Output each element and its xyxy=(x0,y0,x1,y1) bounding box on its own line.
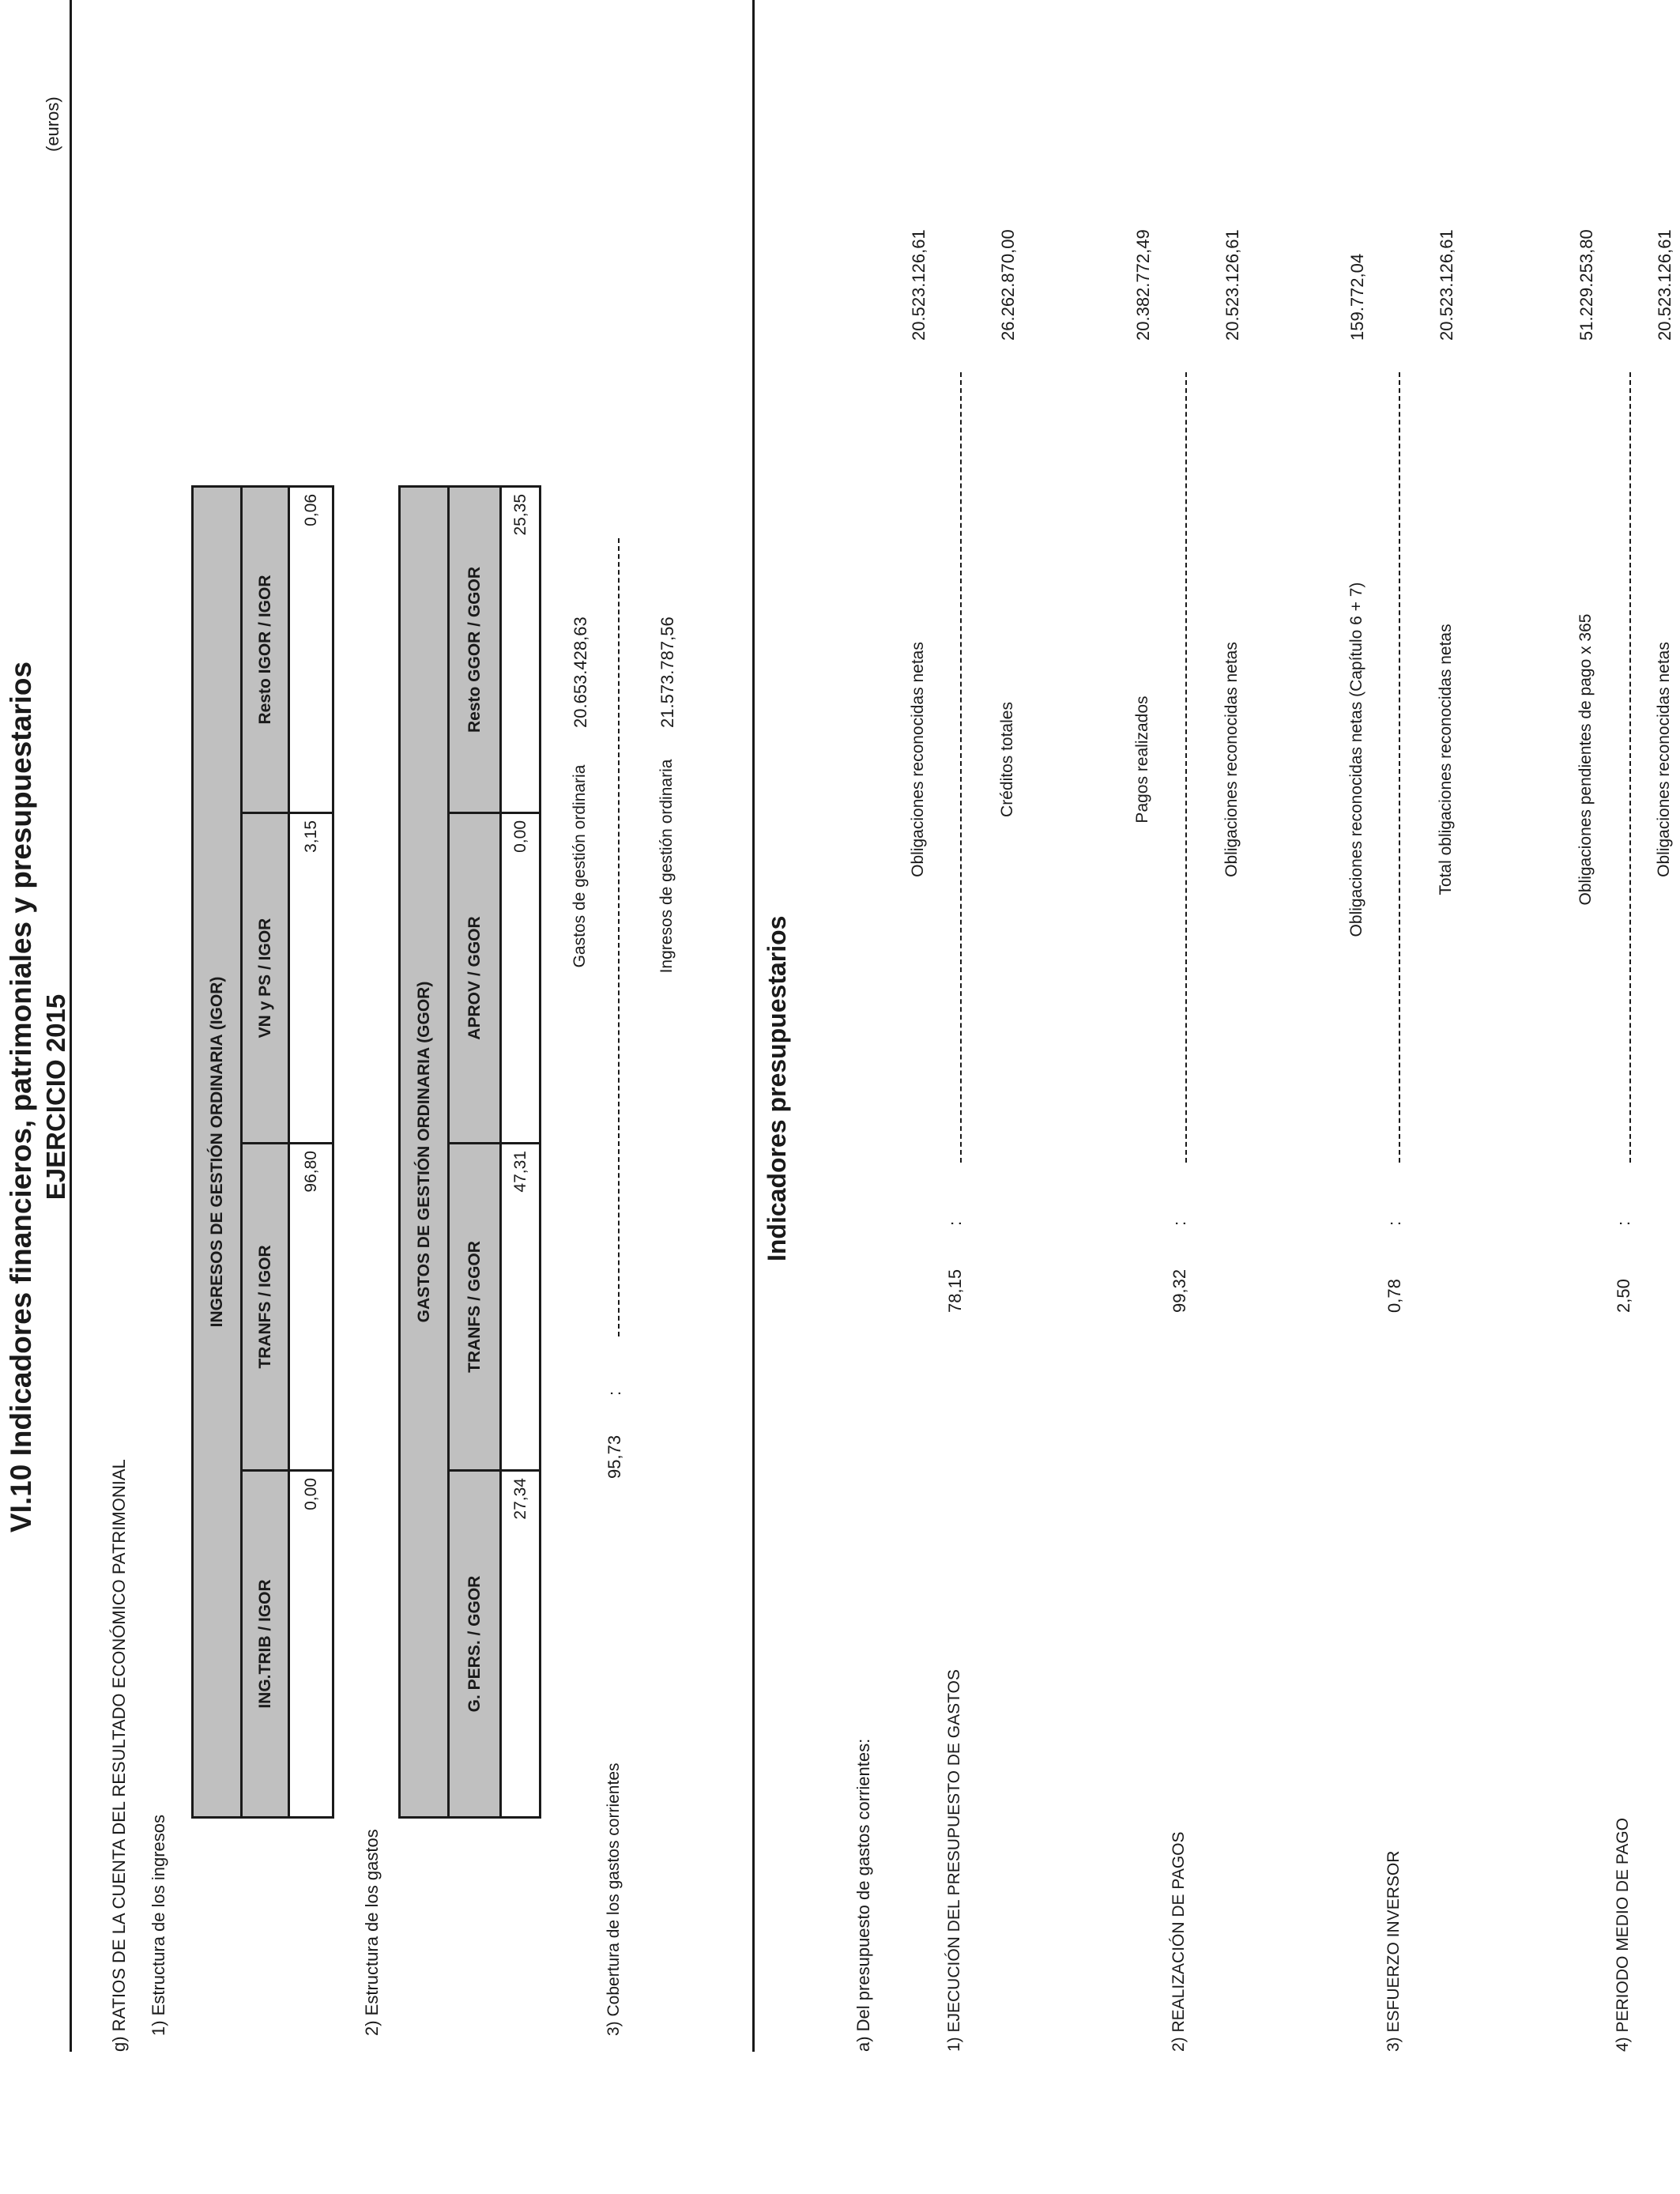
gastos-group-header: GASTOS DE GESTIÓN ORDINARIA (GGOR) xyxy=(400,486,449,1817)
indicator-label: 4) PERIODO MEDIO DE PAGO xyxy=(1614,1818,1632,2052)
ingresos-value: 96,80 xyxy=(289,1144,333,1471)
presupuestarios-title: Indicadores presupuestarios xyxy=(763,915,791,1261)
indicator-colon: : xyxy=(1614,1220,1633,1226)
indicator-numerator-value: 159.772,04 xyxy=(1347,253,1367,341)
cobertura-numerator-value: 20.653.428,63 xyxy=(571,616,590,728)
cobertura-denominator-value: 21.573.787,56 xyxy=(657,616,677,728)
gastos-col-header: TRANFS / GGOR xyxy=(449,1144,501,1471)
ingresos-value: 0,00 xyxy=(289,1471,333,1818)
indicator-label: 3) ESFUERZO INVERSOR xyxy=(1384,1850,1403,2052)
cobertura-numerator-label: Gastos de gestión ordinaria xyxy=(571,764,589,968)
ingresos-structure-label: 1) Estructura de los ingresos xyxy=(149,1814,168,2036)
indicator-numerator-value: 20.382.772,49 xyxy=(1133,229,1153,341)
indicator-numerator-value: 20.523.126,61 xyxy=(909,229,929,341)
gastos-col-header: APROV / GGOR xyxy=(449,813,501,1144)
indicator-label: 2) REALIZACIÓN DE PAGOS xyxy=(1170,1831,1188,2052)
middle-divider xyxy=(752,0,755,2052)
section-g-title: g) RATIOS DE LA CUENTA DEL RESULTADO ECONÓMICO PATRIMONIAL xyxy=(109,1459,129,2052)
currency-note: (euros) xyxy=(43,96,62,152)
ingresos-col-header: ING.TRIB / IGOR xyxy=(242,1471,289,1818)
indicator-denominator-value: 20.523.126,61 xyxy=(1655,229,1674,341)
ingresos-value: 3,15 xyxy=(289,813,333,1144)
indicator-fraction-line xyxy=(1629,372,1631,1163)
indicator-denominator-label: Obligaciones reconocidas netas xyxy=(1222,642,1241,877)
indicator-value: 78,15 xyxy=(945,1269,965,1313)
indicator-value: 99,32 xyxy=(1170,1269,1189,1313)
ingresos-col-header: TRANFS / IGOR xyxy=(242,1144,289,1471)
indicator-denominator-label: Total obligaciones reconocidas netas xyxy=(1437,624,1455,895)
indicator-colon: : xyxy=(945,1220,965,1226)
indicator-colon: : xyxy=(1170,1220,1189,1226)
page-subtitle: EJERCICIO 2015 xyxy=(41,993,70,1201)
indicator-denominator-value: 20.523.126,61 xyxy=(1222,229,1242,341)
ingresos-group-header: INGRESOS DE GESTIÓN ORDINARIA (IGOR) xyxy=(193,487,242,1818)
gastos-structure-label: 2) Estructura de los gastos xyxy=(362,1829,382,2036)
ingresos-table xyxy=(191,485,334,1819)
gastos-value: 47,31 xyxy=(501,1144,541,1471)
indicator-denominator-label: Obligaciones reconocidas netas xyxy=(1655,642,1673,877)
cobertura-label: 3) Cobertura de los gastos corrientes xyxy=(605,1762,623,2036)
ingresos-col-header: Resto IGOR / IGOR xyxy=(242,487,289,813)
gastos-table xyxy=(398,485,541,1819)
ingresos-value: 0,06 xyxy=(289,487,333,813)
ingresos-col-header: VN y PS / IGOR xyxy=(242,813,289,1144)
indicator-denominator-label: Créditos totales xyxy=(998,702,1016,817)
indicator-denominator-value: 20.523.126,61 xyxy=(1437,229,1456,341)
cobertura-colon: : xyxy=(605,1390,624,1396)
indicator-colon: : xyxy=(1384,1220,1404,1226)
top-divider xyxy=(70,0,72,2052)
indicator-value: 2,50 xyxy=(1614,1279,1633,1313)
indicator-denominator-value: 26.262.870,00 xyxy=(998,229,1018,341)
indicator-numerator-label: Obligaciones reconocidas netas xyxy=(909,642,927,877)
indicator-numerator-label: Pagos realizados xyxy=(1133,696,1151,824)
indicator-fraction-line xyxy=(960,372,962,1163)
indicator-numerator-value: 51.229.253,80 xyxy=(1576,229,1596,341)
indicator-numerator-label: Obligaciones pendientes de pago x 365 xyxy=(1576,613,1595,906)
cobertura-denominator-label: Ingresos de gestión ordinaria xyxy=(657,759,676,974)
gastos-value: 25,35 xyxy=(501,486,541,812)
indicator-fraction-line xyxy=(1399,372,1400,1163)
indicator-fraction-line xyxy=(1185,372,1187,1163)
gastos-col-header: Resto GGOR / GGOR xyxy=(449,486,501,812)
gastos-col-header: G. PERS. / GGOR xyxy=(449,1471,501,1818)
gastos-value: 27,34 xyxy=(501,1471,541,1818)
cobertura-fraction-line xyxy=(618,538,620,1336)
gastos-value: 0,00 xyxy=(501,813,541,1144)
presupuestarios-subsection: a) Del presupuesto de gastos corrientes: xyxy=(853,1738,873,2052)
indicator-numerator-label: Obligaciones reconocidas netas (Capítulo 6 + 7) xyxy=(1347,582,1365,937)
page-title: VI.10 Indicadores financieros, patrimoniales y presupuestarios xyxy=(5,661,37,1533)
indicator-value: 0,78 xyxy=(1384,1279,1404,1313)
indicator-label: 1) EJECUCIÓN DEL PRESUPUESTO DE GASTOS xyxy=(945,1669,963,2052)
cobertura-value: 95,73 xyxy=(605,1434,624,1479)
